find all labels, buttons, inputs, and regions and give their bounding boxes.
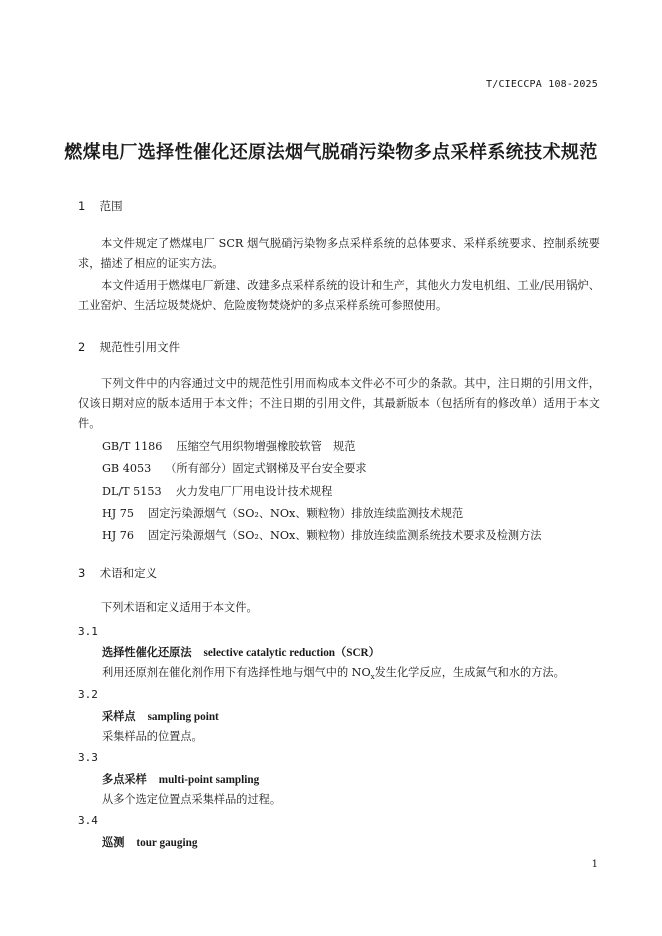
term-heading xyxy=(102,644,380,660)
definition-subscript: x xyxy=(370,673,375,682)
section-number: 2 xyxy=(78,340,86,354)
term-english: sampling point xyxy=(147,711,219,723)
reference-code: GB 4053 xyxy=(102,462,152,475)
reference-item xyxy=(102,460,367,476)
definition-text-b: 发生化学反应，生成氮气和水的方法。 xyxy=(374,666,565,679)
definition-text-a: 利用还原剂在催化剂作用下有选择性地与烟气中的 NO xyxy=(102,666,371,679)
reference-title: （所有部分）固定式钢梯及平台安全要求 xyxy=(165,462,367,475)
section-title: 术语和定义 xyxy=(99,566,158,580)
term-heading xyxy=(102,834,197,850)
section-heading-scope xyxy=(78,198,123,214)
scope-paragraph-1: 本文件规定了燃煤电厂 SCR 烟气脱硝污染物多点采样系统的总体要求、采样系统要求、控制系统要求，描述了相应的证实方法。 xyxy=(78,237,600,270)
reference-code: DL/T 5153 xyxy=(102,485,162,498)
reference-title: 固定污染源烟气（SO₂、NOx、颗粒物）排放连续监测技术规范 xyxy=(148,507,464,520)
term-number: 3.2 xyxy=(78,688,98,701)
term-definition xyxy=(102,664,565,681)
reference-title: 火力发电厂厂用电设计技术规程 xyxy=(175,485,333,498)
reference-title: 压缩空气用织物增强橡胶软管 规范 xyxy=(176,440,356,453)
normative-intro: 下列文件中的内容通过文中的规范性引用而构成本文件必不可少的条款。其中，注日期的引用文件，仅该日期对应的版本适用于本文件；不注日期的引用文件，其最新版本（包括所有的修改单）适用于本文件。 xyxy=(78,377,600,430)
term-english: tour gauging xyxy=(136,837,198,849)
reference-item xyxy=(102,483,332,499)
term-chinese: 巡测 xyxy=(102,835,125,849)
term-definition: 采集样品的位置点。 xyxy=(102,730,203,743)
section-title: 规范性引用文件 xyxy=(99,340,181,354)
reference-item xyxy=(102,438,355,454)
reference-code: HJ 76 xyxy=(102,529,135,542)
scope-paragraph-2: 本文件适用于燃煤电厂新建、改建多点采样系统的设计和生产，其他火力发电机组、工业/民用锅炉、工业窑炉、生活垃圾焚烧炉、危险废物焚烧炉的多点采样系统可参照使用。 xyxy=(78,279,600,312)
term-english: multi-point sampling xyxy=(158,774,260,786)
section-number: 3 xyxy=(78,566,86,580)
term-chinese: 采样点 xyxy=(102,709,136,723)
reference-code: GB/T 1186 xyxy=(102,440,163,453)
standard-number: T/CIECCPA 108-2025 xyxy=(486,79,598,90)
term-heading xyxy=(102,771,259,787)
section-heading-terms xyxy=(78,565,157,581)
document-title: 燃煤电厂选择性催化还原法烟气脱硝污染物多点采样系统技术规范 xyxy=(64,142,598,163)
section-heading-normative xyxy=(78,339,180,355)
term-number: 3.3 xyxy=(78,751,98,764)
section-number: 1 xyxy=(78,199,86,213)
reference-item xyxy=(102,505,463,521)
term-number: 3.4 xyxy=(78,814,98,827)
term-chinese: 选择性催化还原法 xyxy=(102,645,192,659)
reference-title: 固定污染源烟气（SO₂、NOx、颗粒物）排放连续监测系统技术要求及检测方法 xyxy=(148,529,542,542)
term-heading xyxy=(102,708,219,724)
reference-item xyxy=(102,527,541,543)
reference-code: HJ 75 xyxy=(102,507,135,520)
term-number: 3.1 xyxy=(78,625,98,638)
term-chinese: 多点采样 xyxy=(102,772,147,786)
page-number: 1 xyxy=(591,859,598,870)
terms-intro: 下列术语和定义适用于本文件。 xyxy=(101,601,258,614)
term-definition: 从多个选定位置点采集样品的过程。 xyxy=(102,793,282,806)
term-english: selective catalytic reduction（SCR） xyxy=(203,647,380,659)
section-title: 范围 xyxy=(99,199,123,213)
